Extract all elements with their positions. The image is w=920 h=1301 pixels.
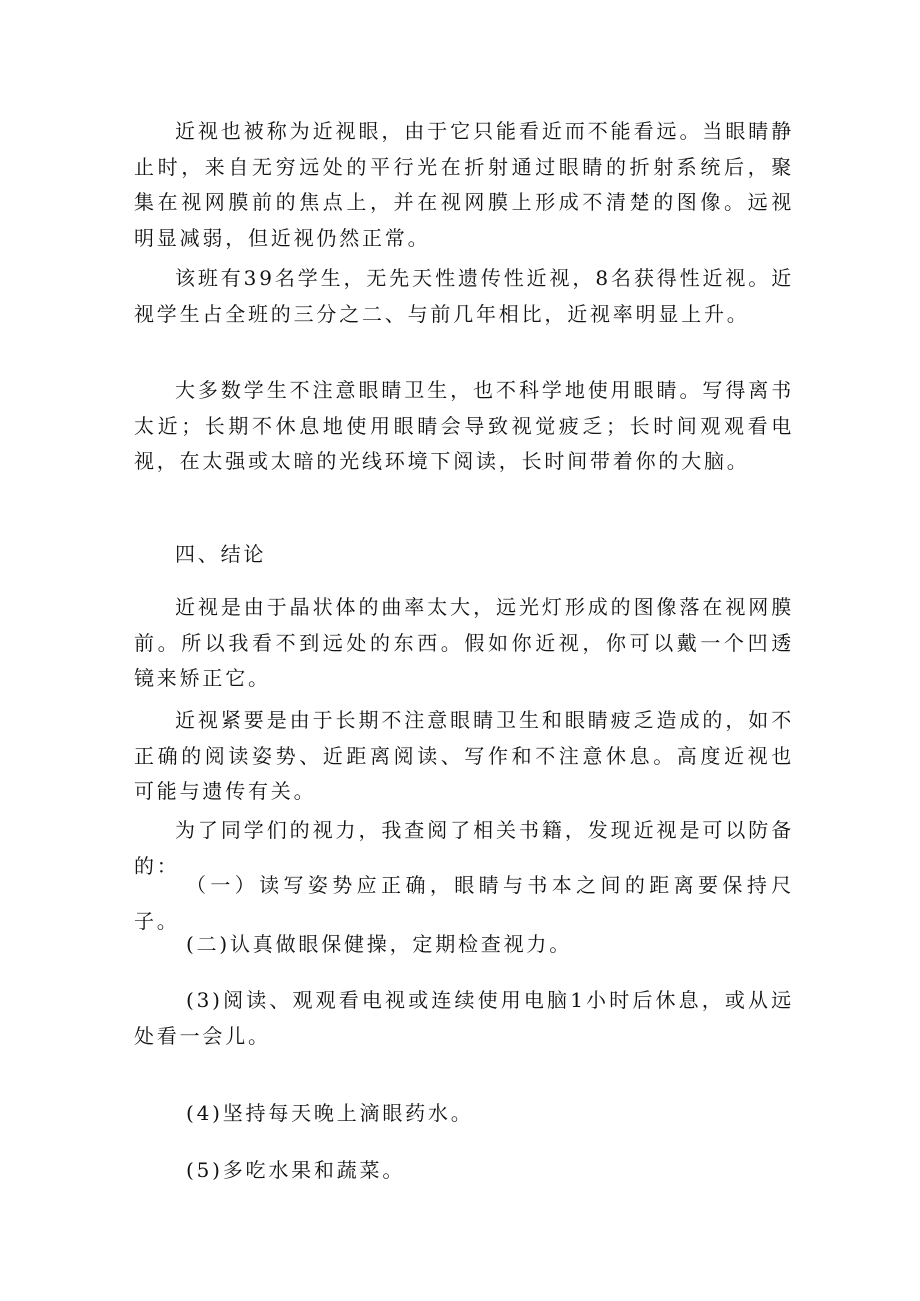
paragraph-myopia-definition: 近视也被称为近视眼，由于它只能看近而不能看远。当眼睛静止时，来自无穷远处的平行光在折射通过眼睛的折射系统后，聚集在视网膜前的焦点上，并在视网膜上形成不清楚的图像。远视明显减弱，但近视仍然正常。 (134, 119, 794, 250)
paragraph-class-statistics: 该班有39名学生，无先天性遗传性近视，8名获得性近视。近视学生占全班的三分之二、与前几年相比，近视率明显上升。 (134, 266, 794, 326)
list-item-eye-exercises: (二)认真做眼保健操，定期检查视力。 (186, 932, 573, 956)
paragraph-prevention-intro: 为了同学们的视力，我查阅了相关书籍，发现近视是可以防备的： (134, 818, 794, 878)
list-item-eye-drops: (4)坚持每天晚上滴眼药水。 (186, 1101, 474, 1125)
list-item-fruits-vegetables: (5)多吃水果和蔬菜。 (186, 1158, 406, 1182)
paragraph-causes: 大多数学生不注意眼睛卫生，也不科学地使用眼睛。写得离书太近；长期不休息地使用眼睛会导致视觉疲乏；长时间观观看电视，在太强或太暗的光线环境下阅读，长时间带着你的大脑。 (134, 378, 794, 473)
list-item-posture: （一）读写姿势应正确，眼睛与书本之间的距离要保持尺子。 (134, 873, 794, 933)
section-heading-conclusion: 四、结论 (175, 542, 267, 566)
list-item-rest: (3)阅读、观观看电视或连续使用电脑1小时后休息，或从远处看一会儿。 (134, 988, 794, 1048)
paragraph-conclusion-causes: 近视紧要是由于长期不注意眼睛卫生和眼睛疲乏造成的，如不正确的阅读姿势、近距离阅读、写作和不注意休息。高度近视也可能与遗传有关。 (134, 708, 794, 803)
paragraph-conclusion-lens: 近视是由于晶状体的曲率太大，远光灯形成的图像落在视网膜前。所以我看不到远处的东西。假如你近视，你可以戴一个凹透镜来矫正它。 (134, 595, 794, 690)
